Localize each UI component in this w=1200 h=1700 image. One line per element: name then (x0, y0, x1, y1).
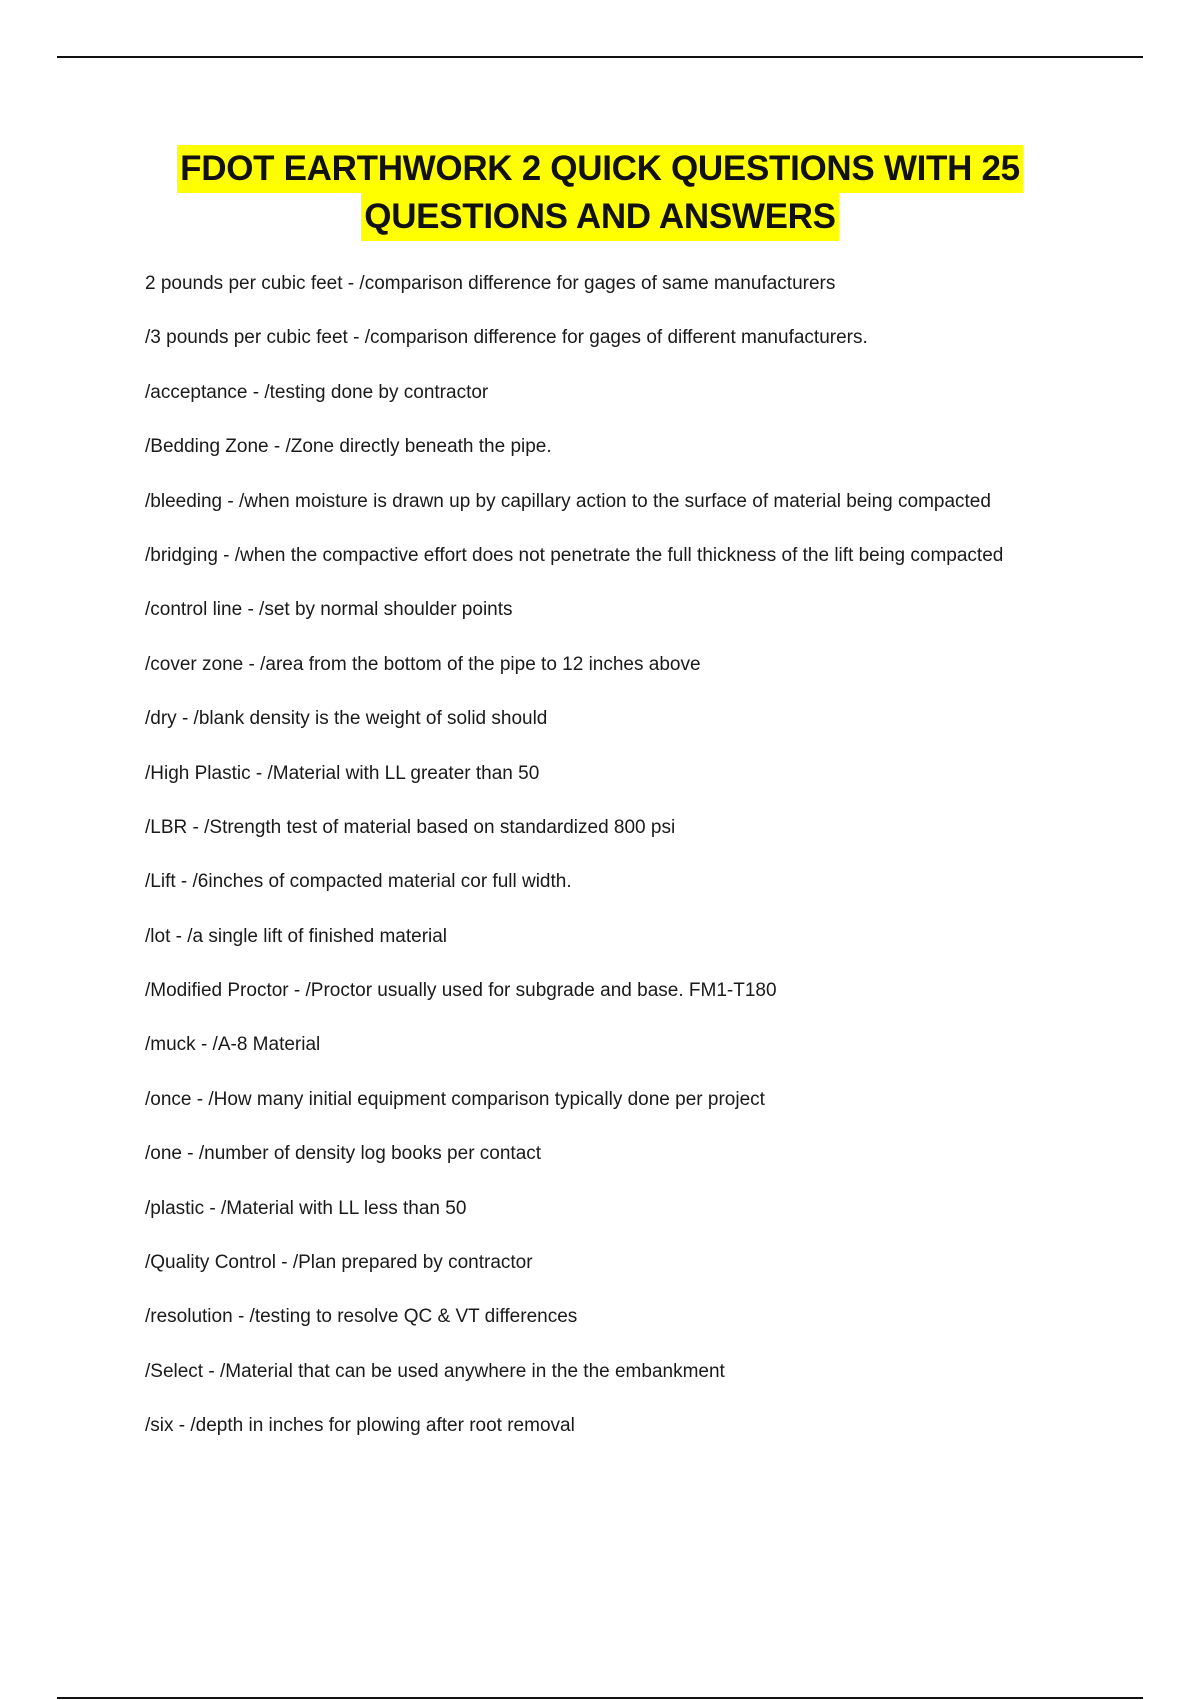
qa-entry: /LBR - /Strength test of material based on standardized 800 psi (145, 816, 676, 838)
qa-entry: /once - /How many initial equipment comparison typically done per project (145, 1088, 765, 1110)
qa-list (145, 266, 1155, 1463)
qa-entry: /one - /number of density log books per contact (145, 1143, 542, 1165)
qa-entry: /resolution - /testing to resolve QC & VT differences (145, 1306, 578, 1328)
qa-entry: /plastic - /Material with LL less than 50 (145, 1197, 467, 1219)
bottom-rule (57, 1697, 1143, 1699)
qa-entry: /Modified Proctor - /Proctor usually used for subgrade and base. FM1-T180 (145, 980, 777, 1002)
title-line-1: FDOT EARTHWORK 2 QUICK QUESTIONS WITH 25 (177, 145, 1023, 193)
qa-entry: /Select - /Material that can be used anywhere in the the embankment (145, 1360, 725, 1382)
document-title (0, 145, 1200, 241)
qa-entry: /cover zone - /area from the bottom of the pipe to 12 inches above (145, 653, 701, 675)
qa-entry: /lot - /a single lift of finished material (145, 925, 448, 947)
qa-entry: 2 pounds per cubic feet - /comparison difference for gages of same manufacturers (145, 273, 836, 294)
qa-entry: /3 pounds per cubic feet - /comparison difference for gages of different manufacturers. (145, 327, 868, 349)
qa-entry: /dry - /blank density is the weight of solid should (145, 708, 548, 730)
qa-entry: /bridging - /when the compactive effort does not penetrate the full thickness of the lift being compacted (145, 544, 1004, 566)
qa-entry: /Quality Control - /Plan prepared by contractor (145, 1252, 533, 1274)
qa-entry: /six - /depth in inches for plowing after root removal (145, 1415, 575, 1437)
qa-entry: /Lift - /6inches of compacted material cor full width. (145, 871, 572, 893)
qa-entry: /Bedding Zone - /Zone directly beneath the pipe. (145, 436, 552, 458)
title-line-2: QUESTIONS AND ANSWERS (361, 193, 838, 241)
top-rule (57, 56, 1143, 58)
qa-entry: /control line - /set by normal shoulder points (145, 599, 513, 621)
qa-entry: /muck - /A-8 Material (145, 1034, 321, 1056)
qa-entry: /bleeding - /when moisture is drawn up by capillary action to the surface of material being compacted (145, 490, 991, 512)
qa-entry: /acceptance - /testing done by contractor (145, 381, 489, 403)
qa-entry: /High Plastic - /Material with LL greater than 50 (145, 762, 540, 784)
